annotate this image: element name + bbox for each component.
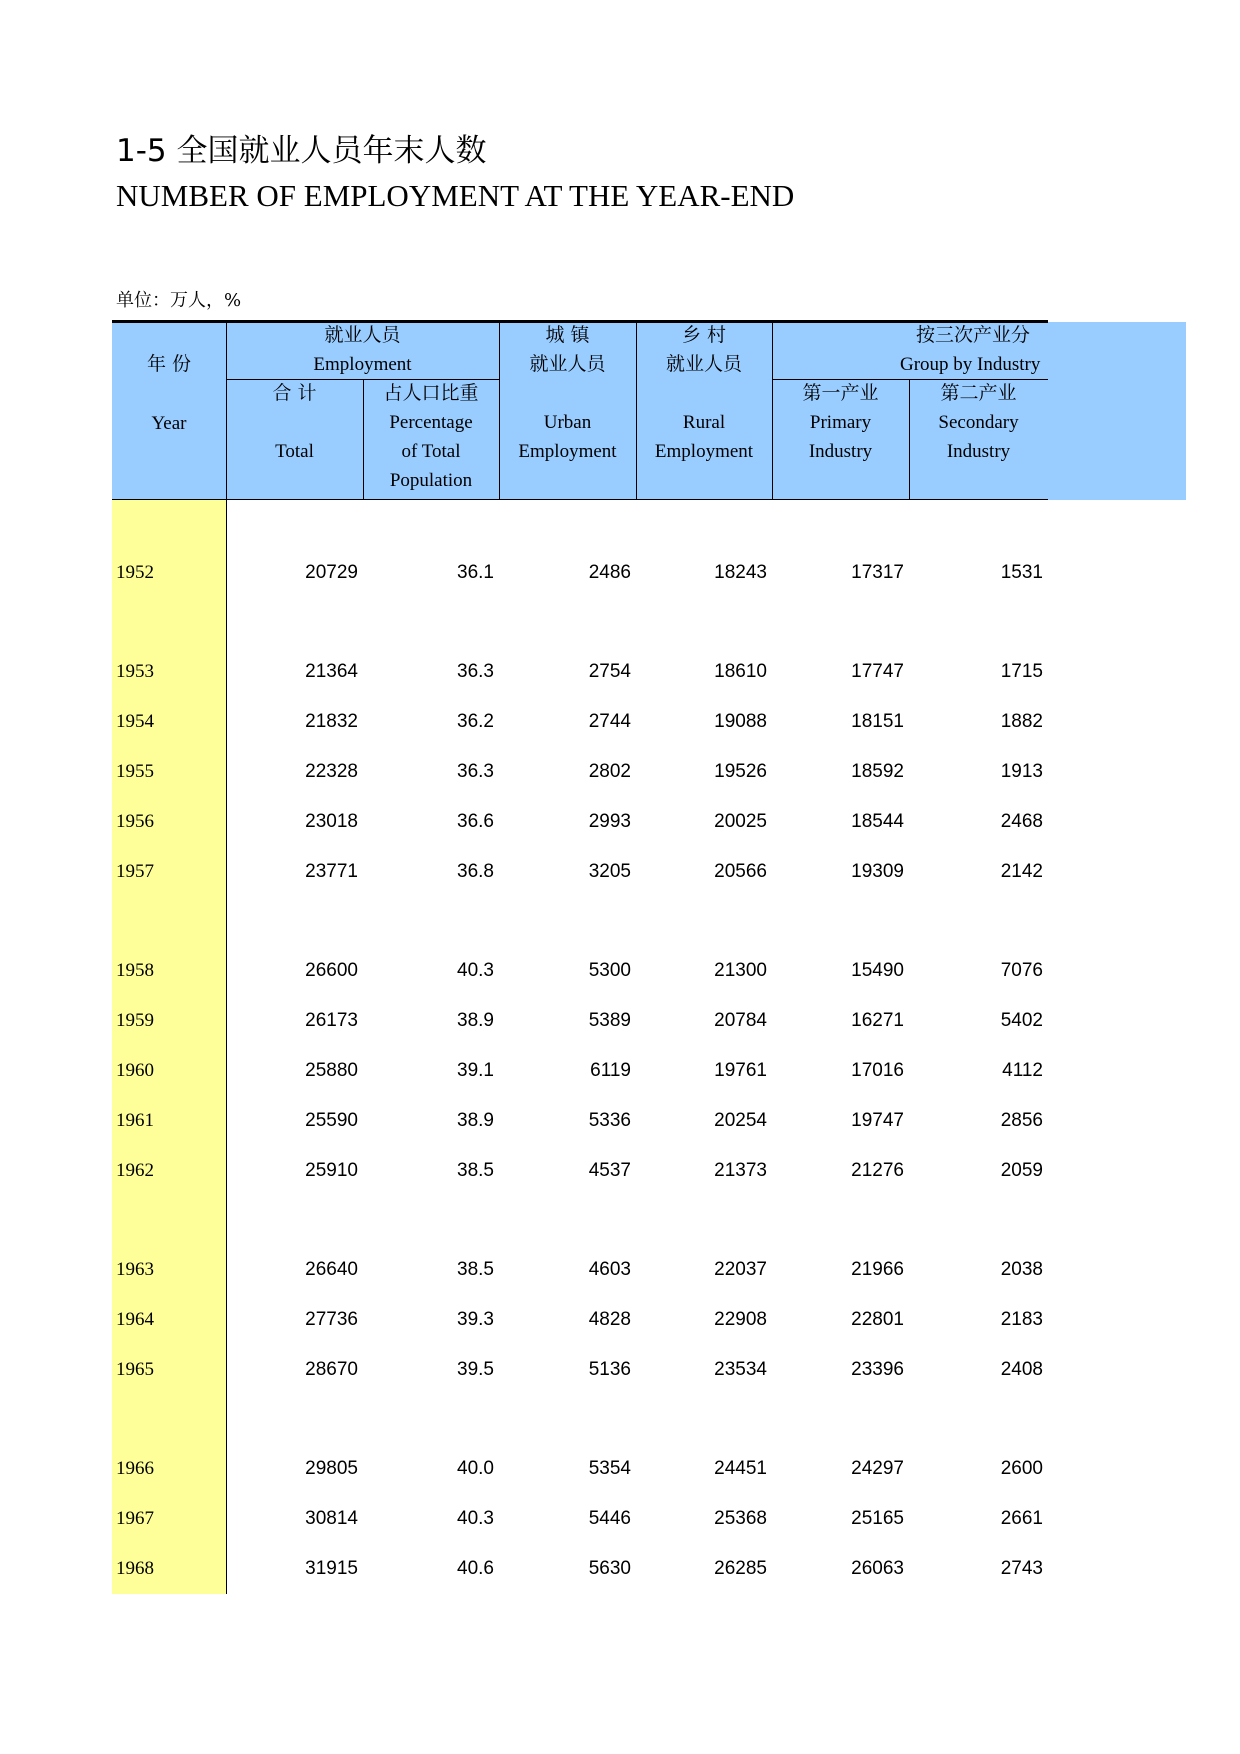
table-row [112, 1108, 1048, 1138]
cell-primary: 16271 [851, 1010, 904, 1031]
cell-pct: 40.3 [457, 960, 494, 981]
row-year: 1957 [116, 861, 154, 882]
cell-rural: 19088 [714, 711, 767, 732]
cell-total: 31915 [305, 1558, 358, 1579]
cell-pct: 36.2 [457, 711, 494, 732]
cell-pct: 38.5 [457, 1259, 494, 1280]
cell-secondary: 1715 [1000, 661, 1043, 682]
cell-primary: 15490 [851, 960, 904, 981]
table-row [112, 759, 1048, 789]
cell-total: 30814 [305, 1508, 358, 1529]
table-header-bottom-rule [112, 499, 1048, 500]
cell-primary: 24297 [851, 1458, 904, 1479]
cell-rural: 19761 [714, 1060, 767, 1081]
cell-rural: 20025 [714, 811, 767, 832]
cell-rural: 22908 [714, 1309, 767, 1330]
cell-pct: 39.3 [457, 1309, 494, 1330]
cell-primary: 21966 [851, 1259, 904, 1280]
table-row [112, 659, 1048, 689]
cell-primary: 25165 [851, 1508, 904, 1529]
cell-pct: 40.3 [457, 1508, 494, 1529]
cell-rural: 25368 [714, 1508, 767, 1529]
table-row [112, 1257, 1048, 1287]
cell-urban: 2744 [588, 711, 631, 732]
cell-urban: 5300 [588, 960, 631, 981]
row-year: 1958 [116, 960, 154, 981]
table-row [112, 560, 1048, 590]
row-year: 1962 [116, 1160, 154, 1181]
row-year: 1968 [116, 1558, 154, 1579]
cell-pct: 36.6 [457, 811, 494, 832]
table-row [112, 859, 1048, 889]
header-rural: 乡 村 就业人员 Rural Employment [654, 324, 754, 462]
cell-primary: 26063 [851, 1558, 904, 1579]
cell-secondary: 1882 [1000, 711, 1043, 732]
cell-rural: 18243 [714, 562, 767, 583]
cell-primary: 18544 [851, 811, 904, 832]
cell-primary: 17747 [851, 661, 904, 682]
cell-secondary: 2661 [1000, 1508, 1043, 1529]
table-row [112, 1058, 1048, 1088]
cell-pct: 38.9 [457, 1110, 494, 1131]
table-row [112, 958, 1048, 988]
cell-total: 25880 [305, 1060, 358, 1081]
row-year: 1959 [116, 1010, 154, 1031]
cell-rural: 18610 [714, 661, 767, 682]
table-row [112, 809, 1048, 839]
cell-rural: 26285 [714, 1558, 767, 1579]
cell-pct: 40.0 [457, 1458, 494, 1479]
header-primary: 第一产业 Primary Industry [802, 382, 879, 462]
cell-secondary: 2059 [1000, 1160, 1043, 1181]
header-industry-group: 按三次产业分 Group by Industry [900, 324, 1041, 375]
cell-pct: 36.8 [457, 861, 494, 882]
cell-secondary: 2856 [1000, 1110, 1043, 1131]
cell-total: 22328 [305, 761, 358, 782]
table-row [112, 1357, 1048, 1387]
cell-urban: 5630 [588, 1558, 631, 1579]
header-secondary: 第二产业 Secondary Industry [938, 382, 1019, 462]
cell-secondary: 2142 [1000, 861, 1043, 882]
cell-rural: 20254 [714, 1110, 767, 1131]
cell-total: 21364 [305, 661, 358, 682]
header-year-en: Year [151, 413, 187, 434]
cell-total: 26640 [305, 1259, 358, 1280]
cell-urban: 5336 [588, 1110, 631, 1131]
cell-urban: 4603 [588, 1259, 631, 1280]
cell-secondary: 2600 [1000, 1458, 1043, 1479]
table-row [112, 1008, 1048, 1038]
cell-primary: 21276 [851, 1160, 904, 1181]
cell-primary: 19747 [851, 1110, 904, 1131]
cell-pct: 39.1 [457, 1060, 494, 1081]
cell-secondary: 2408 [1000, 1359, 1043, 1380]
cell-total: 28670 [305, 1359, 358, 1380]
cell-total: 20729 [305, 562, 358, 583]
cell-secondary: 1913 [1000, 761, 1043, 782]
cell-rural: 21300 [714, 960, 767, 981]
cell-urban: 4828 [588, 1309, 631, 1330]
row-year: 1961 [116, 1110, 154, 1131]
cell-urban: 2993 [588, 811, 631, 832]
cell-urban: 5446 [588, 1508, 631, 1529]
cell-urban: 2802 [588, 761, 631, 782]
page-title-english: NUMBER OF EMPLOYMENT AT THE YEAR-END [116, 178, 795, 213]
table-row [112, 1556, 1048, 1586]
table-row [112, 1456, 1048, 1486]
cell-secondary: 7076 [1000, 960, 1043, 981]
header-year: 年 份 [146, 353, 192, 375]
cell-pct: 39.5 [457, 1359, 494, 1380]
cell-total: 27736 [305, 1309, 358, 1330]
row-year: 1952 [116, 562, 154, 583]
row-year: 1964 [116, 1309, 154, 1330]
cell-rural: 24451 [714, 1458, 767, 1479]
cell-secondary: 2743 [1000, 1558, 1043, 1579]
row-year: 1960 [116, 1060, 154, 1081]
cell-primary: 23396 [851, 1359, 904, 1380]
table-row [112, 1158, 1048, 1188]
unit-label: 单位：万人，% [116, 290, 242, 311]
cell-pct: 36.3 [457, 661, 494, 682]
cell-urban: 5389 [588, 1010, 631, 1031]
header-urban: 城 镇 就业人员 Urban Employment [518, 324, 617, 462]
cell-total: 26600 [305, 960, 358, 981]
row-year: 1967 [116, 1508, 154, 1529]
cell-rural: 20566 [714, 861, 767, 882]
cell-pct: 40.6 [457, 1558, 494, 1579]
cell-pct: 38.5 [457, 1160, 494, 1181]
cell-secondary: 2468 [1000, 811, 1043, 832]
row-year: 1954 [116, 711, 154, 732]
row-year: 1955 [116, 761, 154, 782]
cell-urban: 4537 [588, 1160, 631, 1181]
cell-rural: 21373 [714, 1160, 767, 1181]
cell-primary: 17016 [851, 1060, 904, 1081]
cell-pct: 36.3 [457, 761, 494, 782]
page-title-chinese: 1-5 全国就业人员年末人数 [116, 133, 487, 169]
cell-primary: 18151 [851, 711, 904, 732]
table-row [112, 709, 1048, 739]
cell-total: 21832 [305, 711, 358, 732]
cell-primary: 17317 [851, 562, 904, 583]
cell-secondary: 5402 [1000, 1010, 1043, 1031]
cell-total: 23018 [305, 811, 358, 832]
cell-primary: 19309 [851, 861, 904, 882]
cell-urban: 5136 [588, 1359, 631, 1380]
cell-urban: 2754 [588, 661, 631, 682]
cell-rural: 23534 [714, 1359, 767, 1380]
table-row [112, 1506, 1048, 1536]
cell-urban: 3205 [588, 861, 631, 882]
row-year: 1965 [116, 1359, 154, 1380]
header-employment: 就业人员 Employment [313, 324, 412, 375]
cell-pct: 36.1 [457, 562, 494, 583]
cell-secondary: 1531 [1000, 562, 1043, 583]
row-year: 1966 [116, 1458, 154, 1479]
cell-total: 25910 [305, 1160, 358, 1181]
table-row [112, 1307, 1048, 1337]
cell-total: 23771 [305, 861, 358, 882]
cell-total: 25590 [305, 1110, 358, 1131]
row-year: 1956 [116, 811, 154, 832]
cell-pct: 38.9 [457, 1010, 494, 1031]
cell-total: 29805 [305, 1458, 358, 1479]
cell-urban: 6119 [590, 1060, 631, 1081]
cell-total: 26173 [305, 1010, 358, 1031]
row-year: 1963 [116, 1259, 154, 1280]
cell-secondary: 4112 [1002, 1060, 1043, 1081]
cell-secondary: 2038 [1000, 1259, 1043, 1280]
cell-rural: 20784 [714, 1010, 767, 1031]
cell-rural: 22037 [714, 1259, 767, 1280]
cell-secondary: 2183 [1000, 1309, 1043, 1330]
cell-primary: 18592 [851, 761, 904, 782]
cell-urban: 2486 [588, 562, 631, 583]
header-percentage: 占人口比重 Percentage of Total Population [383, 382, 479, 491]
cell-urban: 5354 [588, 1458, 631, 1479]
row-year: 1953 [116, 661, 154, 682]
header-total: 合 计 Total [272, 382, 317, 462]
cell-primary: 22801 [851, 1309, 904, 1330]
cell-rural: 19526 [714, 761, 767, 782]
